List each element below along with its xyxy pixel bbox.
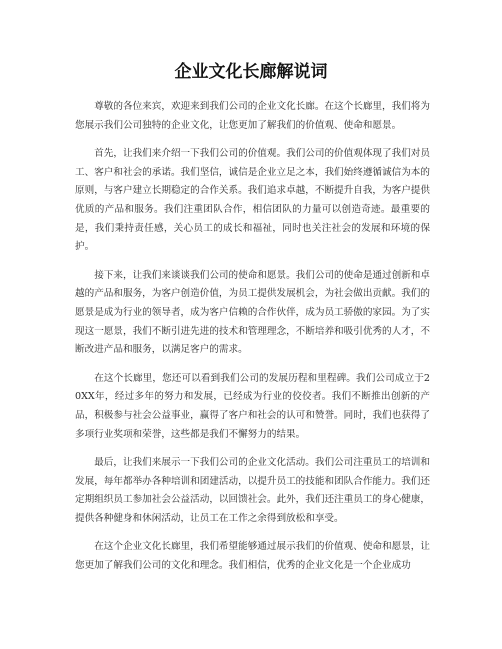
paragraph-mission-vision: 接下来，让我们来谈谈我们公司的使命和愿景。我们公司的使命是通过创新和卓越的产品和服务，为客户创造价值，为员工提供发展机会，为社会做出贡献。我们的愿景是成为行业的领导者，成为客户信赖的合作伙伴，成为员工骄傲的家园。为了实现这一愿景，我们不断引进先进的技术和管理理念，不断培养和吸引优秀的人才，不断改进产品和服务，以满足客户的需求。: [75, 269, 430, 356]
paragraph-values: 首先，让我们来介绍一下我们公司的价值观。我们公司的价值观体现了我们对员工、客户和社会的承诺。我们坚信，诚信是企业立足之本，我们始终遵循诚信为本的原则，与客户建立长期稳定的合作关系。我们追求卓越，不断提升自我，为客户提供优质的产品和服务。我们注重团队合作，相信团队的力量可以创造奇迹。最重要的是，我们秉持责任感，关心员工的成长和福祉，同时也关注社会的发展和环境的保护。: [75, 148, 430, 253]
paragraph-welcome: 尊敬的各位来宾，欢迎来到我们公司的企业文化长廊。在这个长廊里，我们将为您展示我们公司独特的企业文化，让您更加了解我们的价值观、使命和愿景。: [75, 101, 430, 131]
paragraph-activities: 最后，让我们来展示一下我们公司的企业文化活动。我们公司注重员工的培训和发展，每年都举办各种培训和团建活动，以提升员工的技能和团队合作能力。我们还定期组织员工参加社会公益活动，以回馈社会。此外，我们还注重员工的身心健康，提供各种健身和休闲活动，让员工在工作之余得到放松和享受。: [75, 457, 430, 524]
paragraph-closing: 在这个企业文化长廊里，我们希望能够通过展示我们的价值观、使命和愿景，让您更加了解我们公司的文化和理念。我们相信，优秀的企业文化是一个企业成功: [75, 541, 430, 572]
paragraph-history: 在这个长廊里，您还可以看到我们公司的发展历程和里程碑。我们公司成立于20XX年，经过多年的努力和发展，已经成为行业的佼佼者。我们不断推出创新的产品，积极参与社会公益事业，赢得了客户和社会的认可和赞誉。同时，我们也获得了多项行业奖项和荣誉，这些都是我们不懈努力的结果。: [75, 372, 430, 440]
document-body: [75, 98, 430, 586]
document-title: 企业文化长廊解说词: [174, 62, 328, 82]
